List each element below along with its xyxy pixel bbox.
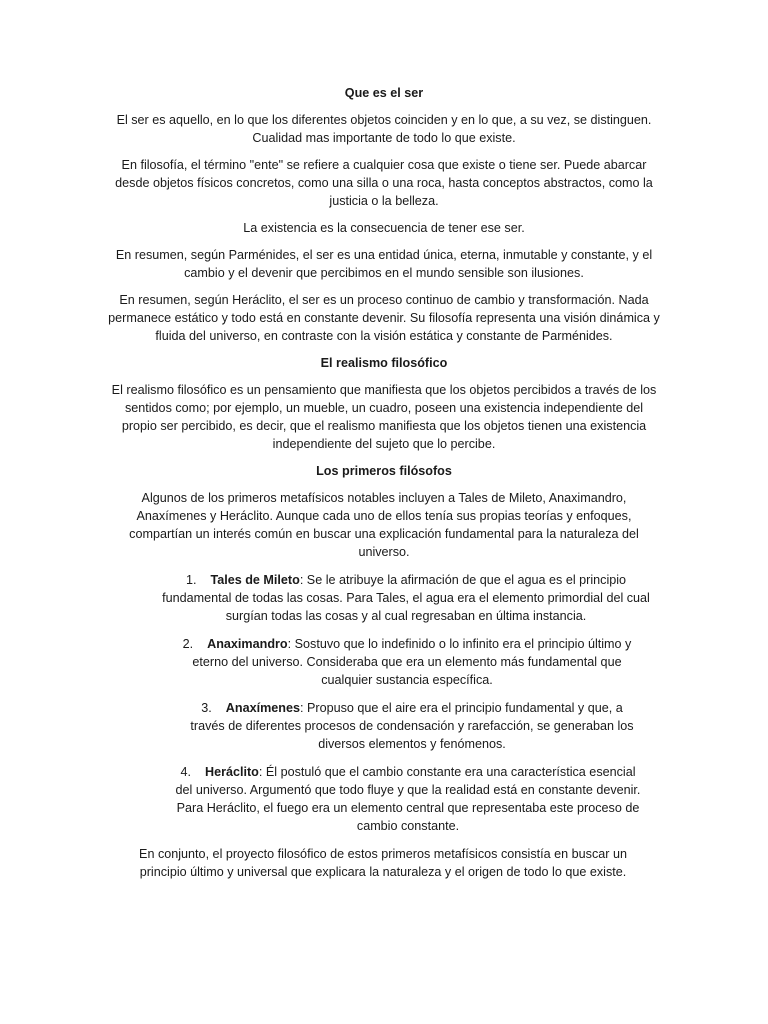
list-item (108, 571, 660, 625)
philosopher-name: Tales de Mileto (210, 573, 300, 587)
list-number: 2. (182, 637, 194, 651)
paragraph-conclusion: En conjunto, el proyecto filosófico de estos primeros metafísicos consistía en buscar un principio último y universal que explicara la naturaleza y el origen de todo lo que existe. (139, 847, 627, 879)
list-number: 4. (180, 765, 191, 779)
philosopher-description: : Se le atribuye la afirmación de que el agua es el principio fundamental de todas las cosas. Para Tales, el agua era el elemento primordial del cual surgían todas las cosas y al cual regresaban en última instancia. (162, 573, 650, 623)
paragraph-existencia: La existencia es la consecuencia de tener ese ser. (243, 221, 525, 235)
philosopher-name: Anaxímenes (225, 701, 300, 715)
paragraph-ente: En filosofía, el término "ente" se refiere a cualquier cosa que existe o tiene ser. Puede abarcar desde objetos físicos concretos, como una silla o una roca, hasta conceptos abstractos, como la justicia o la belleza. (115, 158, 653, 208)
list-number: 3. (201, 701, 212, 715)
philosopher-description: : Propuso que el aire era el principio fundamental y que, a través de diferentes procesos de condensación y rarefacción, se generaban los diversos elementos y fenómenos. (190, 701, 634, 751)
list-item (108, 635, 660, 689)
philosopher-description: : Sostuvo que lo indefinido o lo infinito era el principio último y eterno del universo. Consideraba que era un elemento más fundamental que cualquier sustancia específica. (192, 637, 632, 687)
list-number: 1. (185, 573, 197, 587)
heading-realismo: El realismo filosófico (320, 356, 448, 370)
philosophers-list (108, 571, 660, 835)
paragraph-heraclito-resumen: En resumen, según Heráclito, el ser es un proceso continuo de cambio y transformación. Nada permanece estático y todo está en constante devenir. Su filosofía representa una visión dinámica y fluida del universo, en contraste con la visión estática y constante de Parménides. (108, 293, 660, 343)
paragraph-ser-definicion: El ser es aquello, en lo que los diferentes objetos coinciden y en lo que, a su vez, se distinguen. Cualidad mas importante de todo lo que existe. (116, 113, 652, 145)
list-item (108, 763, 660, 835)
philosopher-description: : Él postuló que el cambio constante era una característica esencial del universo. Argumentó que todo fluye y que la realidad está en constante devenir. Para Heráclito, el fuego era un elemento central que representaba este proceso de cambio constante. (175, 765, 641, 833)
heading-primeros-filosofos: Los primeros filósofos (316, 464, 452, 478)
paragraph-realismo: El realismo filosófico es un pensamiento que manifiesta que los objetos percibidos a través de los sentidos como; por ejemplo, un mueble, un cuadro, poseen una existencia independiente del propio ser percibido, es decir, que el realismo manifiesta que los objetos tienen una existencia independiente del sujeto que lo percibe. (111, 383, 657, 451)
philosopher-name: Anaximandro (207, 637, 288, 651)
document-page (108, 84, 660, 881)
paragraph-filosofos-intro: Algunos de los primeros metafísicos notables incluyen a Tales de Mileto, Anaximandro, Anaxímenes y Heráclito. Aunque cada uno de ellos tenía sus propias teorías y enfoques, compartían un interés común en buscar una explicación fundamental para la naturaleza del universo. (129, 491, 639, 559)
heading-que-es-el-ser: Que es el ser (344, 86, 424, 100)
philosopher-name: Heráclito (204, 765, 259, 779)
list-item (108, 699, 660, 753)
paragraph-parmenides: En resumen, según Parménides, el ser es una entidad única, eterna, inmutable y constante, y el cambio y el devenir que percibimos en el mundo sensible son ilusiones. (115, 248, 653, 280)
